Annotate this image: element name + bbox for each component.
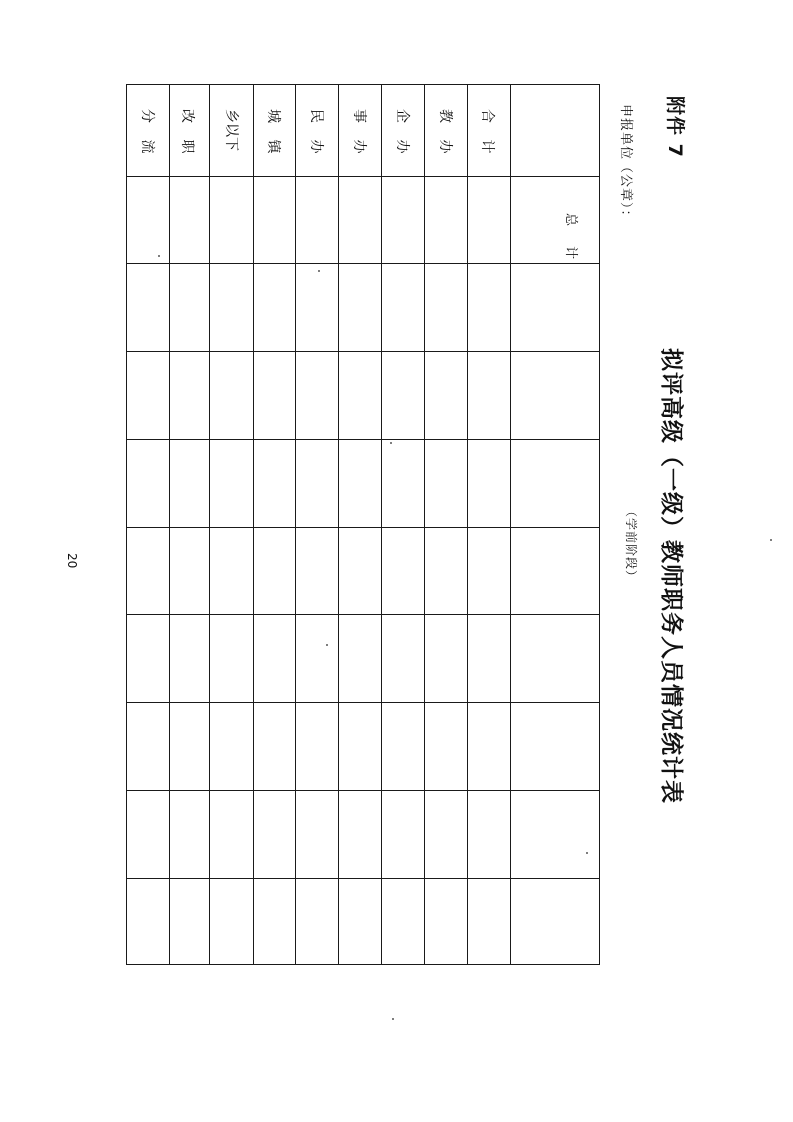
table-divider <box>127 263 599 264</box>
table-divider <box>127 439 599 440</box>
table-divider <box>209 85 210 964</box>
scan-speck <box>390 442 392 444</box>
table-divider <box>424 85 425 964</box>
reporting-unit-line: 申报单位（公章）： <box>618 104 633 224</box>
page-number: 20 <box>65 553 79 569</box>
row-label: 企 办 <box>394 109 410 160</box>
scan-speck <box>586 852 588 854</box>
page-title: 拟评高级（一级）教师职务人员情况统计表 <box>658 348 684 804</box>
table-divider <box>127 790 599 791</box>
table-divider <box>127 702 599 703</box>
table-divider <box>169 85 170 964</box>
table-divider <box>381 85 382 964</box>
attachment-label: 附件 7 <box>664 96 686 158</box>
table-divider <box>127 878 599 879</box>
row-label: 事 办 <box>351 109 367 160</box>
row-label: 合 计 <box>479 109 495 160</box>
page-subtitle: （学前阶段） <box>624 505 638 584</box>
statistics-table <box>126 84 600 965</box>
table-divider <box>510 85 511 964</box>
header-total: 总 计 <box>563 213 578 268</box>
table-divider <box>467 85 468 964</box>
table-divider <box>127 176 599 177</box>
scan-speck <box>318 270 320 272</box>
scan-speck <box>770 539 772 541</box>
table-divider <box>253 85 254 964</box>
table-divider <box>127 351 599 352</box>
row-label: 乡以下 <box>223 109 239 151</box>
row-label: 分 流 <box>139 109 155 160</box>
row-label: 教 办 <box>437 109 453 160</box>
row-label: 城 镇 <box>265 109 281 160</box>
table-divider <box>127 527 599 528</box>
table-divider <box>127 614 599 615</box>
table-divider <box>338 85 339 964</box>
scan-speck <box>392 1018 394 1020</box>
row-label: 民 办 <box>308 109 324 160</box>
table-divider <box>295 85 296 964</box>
scan-speck <box>158 255 160 257</box>
scan-speck <box>326 644 328 646</box>
row-label: 改 职 <box>179 109 195 160</box>
